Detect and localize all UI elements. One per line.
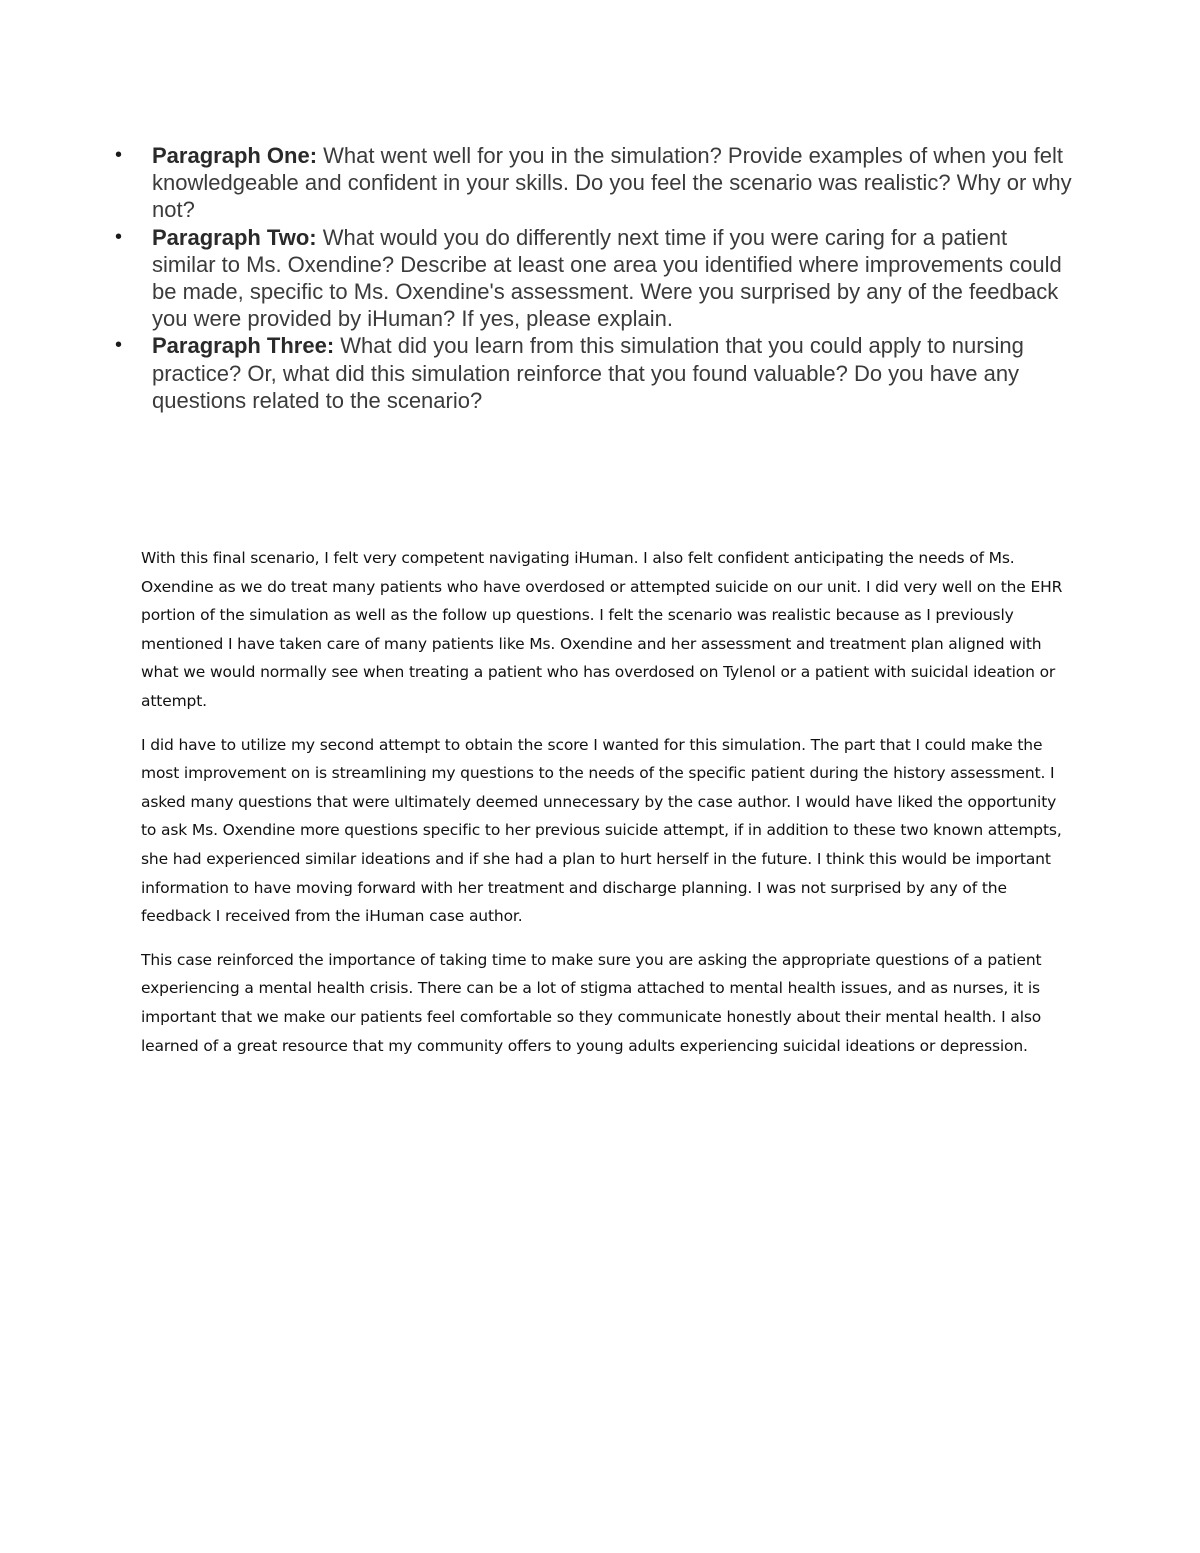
prompt-item [112, 332, 1072, 414]
prompt-item [112, 142, 1072, 224]
prompt-text: What did you learn from this simulation that you could apply to nursing practice? Or, what did this simulation reinforce that you found valuable? Do you have any questions related to the scenario? [152, 333, 1024, 413]
prompt-label: Paragraph One: [152, 143, 318, 168]
response-paragraph-three: This case reinforced the importance of taking time to make sure you are asking the appropriate questions of a patient experiencing a mental health crisis. There can be a lot of stigma attached to mental health issues, and as nurses, it is important that we make our patients feel comfortable so they communicate honestly about their mental health. I also learned of a great resource that my community offers to young adults experiencing suicidal ideations or depression. [141, 950, 1042, 1055]
bullet-icon: • [115, 225, 123, 248]
bullet-icon: • [115, 334, 123, 357]
bullet-icon: • [115, 144, 123, 166]
prompt-text: What would you do differently next time if you were caring for a patient similar to Ms. Oxendine? Describe at least one area you identified where improvements could be made, specific to Ms. Oxendine's assessment. Were you surprised by any of the feedback you were provided by iHuman? If yes, please explain. [152, 224, 1062, 332]
prompt-label: Paragraph Three: [152, 333, 335, 359]
response-section [141, 544, 1066, 1075]
prompt-item [112, 224, 1072, 333]
prompt-list [112, 142, 1072, 414]
prompt-text: What went well for you in the simulation? Provide examples of when you felt knowledgeable and confident in your skills. Do you feel the scenario was realistic? Why or why not? [152, 143, 1072, 223]
response-paragraph-two: I did have to utilize my second attempt to obtain the score I wanted for this simulation. The part that I could make the most improvement on is streamlining my questions to the needs of the specific patient during the history assessment. I asked many questions that were ultimately deemed unnecessary by the case author. I would have liked the opportunity to ask Ms. Oxendine more questions specific to her previous suicide attempt, if in addition to these two known attempts, she had experienced similar ideations and if she had a plan to hurt herself in the future. I think this would be important information to have moving forward with her treatment and discharge planning. I was not surprised by any of the feedback I received from the iHuman case author. [141, 735, 1062, 926]
response-paragraph-one: With this final scenario, I felt very competent navigating iHuman. I also felt confident anticipating the needs of Ms. Oxendine as we do treat many patients who have overdosed or attempted suicide on our unit. I did very well on the EHR portion of the simulation as well as the follow up questions. I felt the scenario was realistic because as I previously mentioned I have taken care of many patients like Ms. Oxendine and her assessment and treatment plan aligned with what we would normally see when treating a patient who has overdosed on Tylenol or a patient with suicidal ideation or attempt. [141, 549, 1063, 710]
prompt-label: Paragraph Two: [152, 224, 317, 250]
